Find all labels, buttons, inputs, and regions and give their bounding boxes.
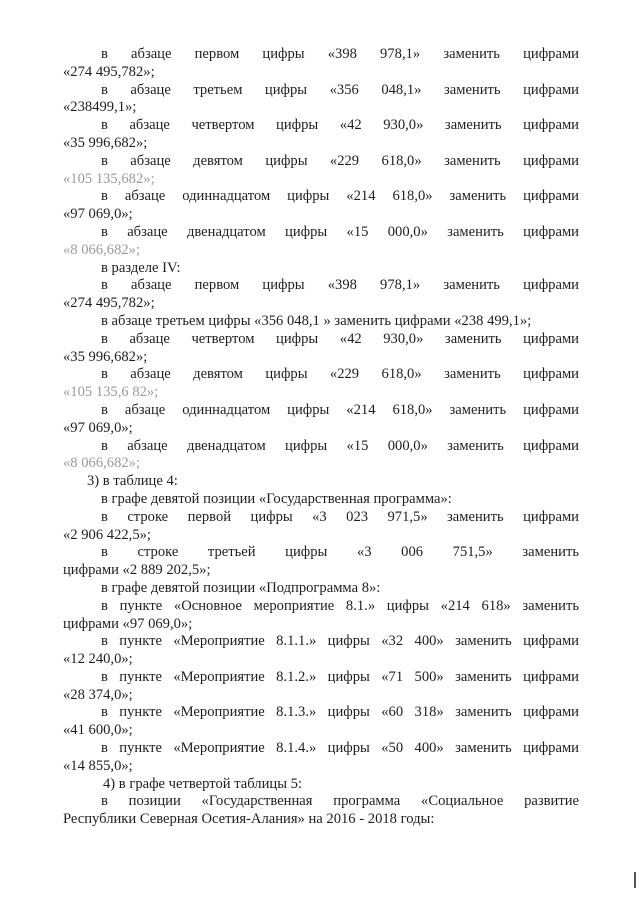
paragraph	[63, 402, 579, 438]
paragraph	[63, 117, 579, 153]
text-line: «12 240,0»;	[63, 651, 133, 668]
text-line: в абзаце четвертом цифры «42 930,0» заменить цифрами	[101, 117, 579, 134]
paragraph	[63, 46, 579, 82]
text-line: в абзаце двенадцатом цифры «15 000,0» заменить цифрами	[101, 437, 579, 454]
text-line: в абзаце третьем цифры «356 048,1» заменить цифрами	[101, 81, 579, 98]
paragraph	[63, 188, 579, 224]
paragraph	[63, 224, 579, 260]
paragraph	[63, 331, 579, 367]
text-line: «8 066,682»;	[63, 455, 141, 472]
scan-edge-mark	[634, 872, 636, 888]
section-line: 3) в таблице 4:	[87, 473, 178, 490]
text-line: «41 600,0»;	[63, 722, 133, 739]
text-line: в абзаце двенадцатом цифры «15 000,0» заменить цифрами	[101, 223, 579, 240]
text-line: в абзаце девятом цифры «229 618,0» заменить цифрами	[101, 152, 579, 169]
section-line: в абзаце третьем цифры «356 048,1 » заменить цифрами «238 499,1»;	[101, 312, 532, 329]
paragraph	[63, 633, 579, 669]
paragraph	[63, 740, 579, 776]
text-line: «35 996,682»;	[63, 348, 148, 365]
text-line: цифрами «97 069,0»;	[63, 615, 193, 632]
text-line: в пункте «Мероприятие 8.1.4.» цифры «50 400» заменить цифрами	[101, 740, 579, 757]
section-line: в графе девятой позиции «Подпрограмма 8»:	[101, 579, 381, 596]
section-line: в разделе IV:	[101, 259, 181, 276]
text-line: в пункте «Основное мероприятие 8.1.» цифры «214 618» заменить	[101, 597, 579, 614]
paragraph	[63, 153, 579, 189]
text-line: «8 066,682»;	[63, 241, 141, 258]
text-line: «97 069,0»;	[63, 206, 133, 223]
text-line: цифрами «2 889 202,5»;	[63, 562, 211, 579]
text-line: «28 374,0»;	[63, 686, 133, 703]
text-line: в абзаце первом цифры «398 978,1» заменить цифрами	[101, 46, 579, 62]
text-line: «35 996,682»;	[63, 134, 148, 151]
text-line: в абзаце одиннадцатом цифры «214 618,0» заменить цифрами	[101, 401, 579, 418]
paragraph	[63, 793, 579, 829]
paragraph	[63, 544, 579, 580]
text-line: в строке третьей цифры «3 006 751,5» заменить	[101, 544, 579, 561]
text-line: в строке первой цифры «3 023 971,5» заменить цифрами	[101, 508, 579, 525]
text-line: в абзаце одиннадцатом цифры «214 618,0» заменить цифрами	[101, 188, 579, 205]
text-line: «105 135,682»;	[63, 170, 155, 187]
paragraph	[63, 669, 579, 705]
text-line: Республики Северная Осетия-Алания» на 2016 - 2018 годы:	[63, 811, 435, 828]
text-line: в абзаце девятом цифры «229 618,0» заменить цифрами	[101, 366, 579, 383]
text-line: «2 906 422,5»;	[63, 526, 151, 543]
text-line: в пункте «Мероприятие 8.1.2.» цифры «71 500» заменить цифрами	[101, 668, 579, 685]
text-line: в абзаце четвертом цифры «42 930,0» заменить цифрами	[101, 330, 579, 347]
text-line: в пункте «Мероприятие 8.1.3.» цифры «60 318» заменить цифрами	[101, 704, 579, 721]
text-line: в пункте «Мероприятие 8.1.1.» цифры «32 400» заменить цифрами	[101, 633, 579, 650]
text-line: в позиции «Государственная программа «Социальное развитие	[101, 793, 579, 810]
text-line: «238499,1»;	[63, 99, 137, 116]
text-line: «274 495,782»;	[63, 63, 155, 80]
paragraph	[63, 277, 579, 313]
paragraph	[63, 598, 579, 634]
text-line: «105 135,6 82»;	[63, 384, 159, 401]
document-body	[63, 46, 579, 829]
text-line: «14 855,0»;	[63, 757, 133, 774]
paragraph	[63, 509, 579, 545]
paragraph	[63, 82, 579, 118]
paragraph	[63, 704, 579, 740]
section-line: в графе девятой позиции «Государственная программа»:	[101, 490, 452, 507]
section-line: 4) в графе четвертой таблицы 5:	[103, 775, 303, 792]
text-line: «274 495,782»;	[63, 295, 155, 312]
paragraph	[63, 366, 579, 402]
text-line: «97 069,0»;	[63, 419, 133, 436]
paragraph	[63, 438, 579, 474]
text-line: в абзаце первом цифры «398 978,1» заменить цифрами	[101, 277, 579, 294]
